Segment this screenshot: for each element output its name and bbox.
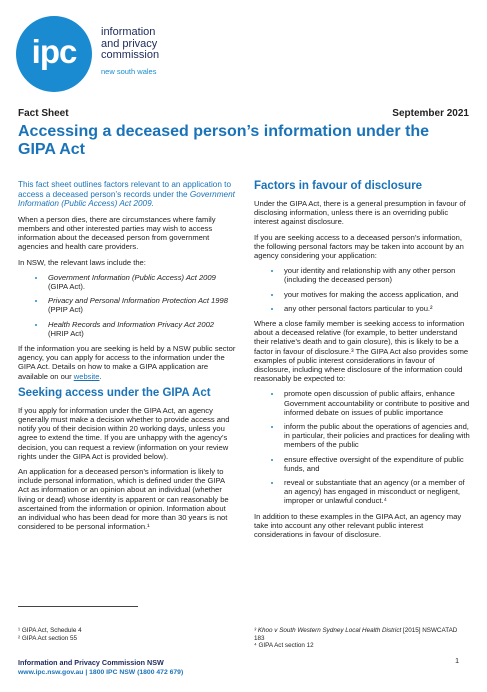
page-title: Accessing a deceased person’s information under the GIPA Act <box>18 123 430 158</box>
paragraph-presumption: Under the GIPA Act, there is a general presumption in favour of disclosing information, unless there is an overriding public interest against disclosure. <box>254 199 466 227</box>
law-name: Health Records and Information Privacy Act 2002 <box>48 319 215 329</box>
list-item <box>46 273 236 291</box>
list-item: • ensure effective oversight of the expenditure of public funds, and <box>282 455 472 473</box>
intro-paragraph <box>18 180 236 209</box>
list-item: • your motives for making the access application, and <box>282 290 472 299</box>
intro-text: This fact sheet outlines factors relevant to an application to access a deceased person’s records under the <box>18 180 231 199</box>
law-name: Privacy and Personal Information Protection Act 1998 <box>48 296 228 306</box>
paragraph-circumstances: When a person dies, there are circumstances where family members and other interested parties may wish to access information about the deceased person from government agencies and health care providers. <box>18 214 216 252</box>
laws-list <box>18 273 236 338</box>
intro-act-name: Government Information (Public Access) Act 2009. <box>18 189 235 209</box>
publication-date: September 2021 <box>392 108 469 119</box>
footnote-3-citation: [2015] NSWCATAD 183 <box>254 627 458 642</box>
footnote-3 <box>254 627 469 642</box>
website-link[interactable]: website <box>73 371 100 381</box>
personal-factors-list <box>254 266 472 313</box>
footnotes-right <box>254 627 469 650</box>
paragraph-personal-info: An application for a deceased person’s information is likely to include personal information, which is defined under the GIPA Act as information or an opinion about an individual (whether living or dead) whose identity is apparent or can reasonably be ascertained from the information or opinion. Information about an individual who has been dead for more than 30 years is not considered to be personal information.¹ <box>18 467 229 532</box>
period: . <box>99 371 102 381</box>
list-item: • reveal or substantiate that an agency (or a member of an agency) has engaged in misconduct or negligent, improper or unlawful conduct.⁴ <box>282 478 472 506</box>
law-abbrev: (GIPA Act). <box>48 282 85 291</box>
footnote-divider <box>18 606 138 607</box>
footnote-3-case: ³ Khoo v South Western Sydney Local Health District <box>254 627 402 634</box>
paragraph-apply: If you apply for information under the GIPA Act, an agency generally must make a decision whether to provide access and notify you of their decision within 20 working days, unless you agree to extend the time. If you are unhappy with the agency’s decision, you can request a review (information on your review rights under the GIPA Act is provided below). <box>18 405 230 461</box>
page-number: 1 <box>455 658 459 665</box>
law-abbrev: (PPIP Act) <box>48 305 83 315</box>
ipc-logo-text: ipc <box>31 33 77 70</box>
law-name: Government Information (Public Access) Act 2009 <box>48 272 216 282</box>
org-line-1: information <box>101 26 156 38</box>
paragraph-relevant-laws: In NSW, the relevant laws include the: <box>18 257 146 267</box>
footnote-4: ⁴ GIPA Act section 12 <box>254 642 314 650</box>
paragraph-seeking-access: If you are seeking access to a deceased person’s information, the following personal factors may be taken into account by an agency considering your application: <box>254 232 464 261</box>
paragraph-nsw-agency <box>18 344 236 381</box>
footer-org-name: Information and Privacy Commission NSW <box>18 658 164 667</box>
law-abbrev: (HRIP Act) <box>48 328 84 338</box>
list-item: • promote open discussion of public affairs, enhance Government accountability or contribute to positive and informed debate on issues of public importance <box>282 389 472 417</box>
heading-factors: Factors in favour of disclosure <box>254 180 423 192</box>
list-item: • any other personal factors particular to you.² <box>282 304 472 313</box>
org-line-3: commission <box>101 49 160 61</box>
nsw-agency-text: If the information you are seeking is held by a NSW public sector agency, you can apply for access to the information under the GIPA Act. Details on how to make a GIPA application are available on our <box>18 344 236 381</box>
heading-seeking-access: Seeking access under the GIPA Act <box>18 386 211 399</box>
footnote-1: ¹ GIPA Act, Schedule 4 <box>18 627 82 634</box>
list-item: • your identity and relationship with any other person (including the deceased person) <box>282 266 472 284</box>
public-factors-list <box>254 389 472 505</box>
paragraph-close-family: Where a close family member is seeking access to information about a deceased relative (for example, to better understand their relative’s death and to gain closure), this is likely to be a factor in favour of disclosure.³ The GIPA Act also provides some examples of public interest considerations in favour of disclosure, including where disclosure of the information could reasonably be expected to: <box>254 319 469 384</box>
left-column <box>18 180 236 537</box>
footnotes-left <box>18 627 218 642</box>
org-subtitle: new south wales <box>101 67 157 76</box>
list-item <box>46 296 236 314</box>
org-line-2: and privacy <box>101 37 158 50</box>
list-item: • inform the public about the operations of agencies and, in particular, their policies and practices for dealing with members of the public <box>282 422 472 450</box>
list-item <box>46 320 236 338</box>
footnote-2: ² GIPA Act section 55 <box>18 634 78 642</box>
right-column <box>254 180 472 545</box>
paragraph-additional: In addition to these examples in the GIPA Act, an agency may take into account any other relevant public interest considerations in favour of disclosure. <box>254 511 462 540</box>
fact-sheet-label: Fact Sheet <box>18 108 69 119</box>
footer-contact-link[interactable]: www.ipc.nsw.gov.au | 1800 IPC NSW (1800 472 679) <box>18 669 184 676</box>
org-name <box>101 27 191 62</box>
